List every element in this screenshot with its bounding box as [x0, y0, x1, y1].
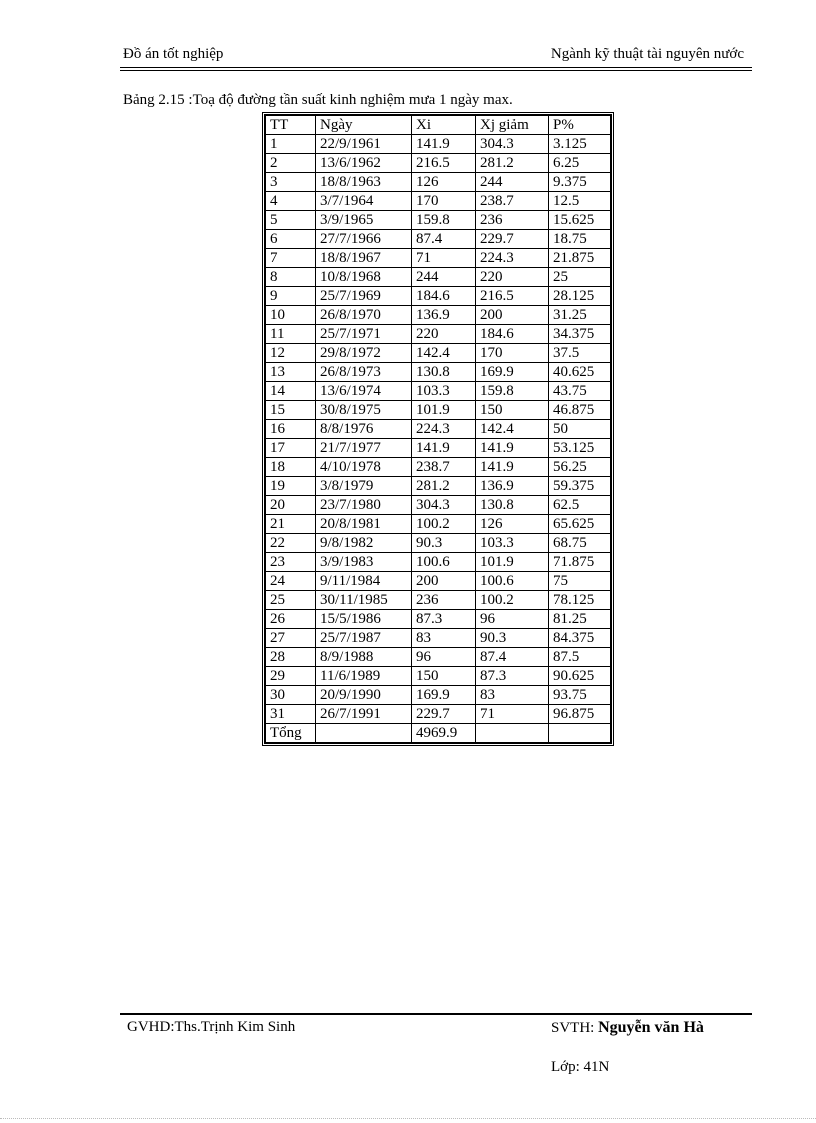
table-cell: 100.2: [412, 515, 476, 534]
table-cell: 1: [266, 135, 316, 154]
table-cell: 23/7/1980: [316, 496, 412, 515]
table-row: [266, 686, 611, 705]
table-cell: 4: [266, 192, 316, 211]
table-cell: 17: [266, 439, 316, 458]
table-cell: 126: [412, 173, 476, 192]
table-cell: 30: [266, 686, 316, 705]
table-cell: 96: [412, 648, 476, 667]
table-cell: 244: [412, 268, 476, 287]
table-cell: 184.6: [476, 325, 549, 344]
table-cell: 96.875: [549, 705, 611, 724]
table-row: [266, 325, 611, 344]
table-cell: 83: [476, 686, 549, 705]
table-cell: 62.5: [549, 496, 611, 515]
table-cell: 238.7: [412, 458, 476, 477]
table-cell: 18/8/1963: [316, 173, 412, 192]
table-cell: 11: [266, 325, 316, 344]
table-cell: 24: [266, 572, 316, 591]
table-cell: 136.9: [412, 306, 476, 325]
table-cell: 170: [412, 192, 476, 211]
table-cell: 25/7/1969: [316, 287, 412, 306]
table-row: [266, 249, 611, 268]
table-row: [266, 192, 611, 211]
table-cell: 10/8/1968: [316, 268, 412, 287]
table-cell: 87.4: [412, 230, 476, 249]
table-cell: 65.625: [549, 515, 611, 534]
table-row: [266, 667, 611, 686]
table-cell: 244: [476, 173, 549, 192]
table-cell: 103.3: [476, 534, 549, 553]
table-cell: 25/7/1987: [316, 629, 412, 648]
table-cell: 84.375: [549, 629, 611, 648]
table-cell: 34.375: [549, 325, 611, 344]
table-cell: 8: [266, 268, 316, 287]
table-row: [266, 439, 611, 458]
table-cell: 26/7/1991: [316, 705, 412, 724]
table-cell: 169.9: [476, 363, 549, 382]
table-cell: 90.3: [476, 629, 549, 648]
student-prefix: SVTH:: [551, 1020, 595, 1036]
table-row: [266, 629, 611, 648]
table-cell: 20: [266, 496, 316, 515]
table-cell: 40.625: [549, 363, 611, 382]
footer-divider: [120, 1013, 752, 1015]
column-header: P%: [549, 116, 611, 135]
column-header: TT: [266, 116, 316, 135]
table-cell: 13/6/1962: [316, 154, 412, 173]
table-cell: 3/7/1964: [316, 192, 412, 211]
table-row: [266, 591, 611, 610]
table-cell: 22: [266, 534, 316, 553]
table-cell: 200: [412, 572, 476, 591]
table-cell: 29/8/1972: [316, 344, 412, 363]
table-cell: 130.8: [412, 363, 476, 382]
data-table-frame: [262, 112, 614, 746]
table-cell: 13/6/1974: [316, 382, 412, 401]
table-cell: 220: [476, 268, 549, 287]
table-cell: 7: [266, 249, 316, 268]
table-cell: 27/7/1966: [316, 230, 412, 249]
table-cell: 101.9: [476, 553, 549, 572]
table-cell: 281.2: [412, 477, 476, 496]
page-edge-divider: [0, 1118, 816, 1119]
table-cell: 23: [266, 553, 316, 572]
table-cell: 130.8: [476, 496, 549, 515]
table-cell: 26/8/1970: [316, 306, 412, 325]
table-cell: 27: [266, 629, 316, 648]
supervisor-label: GVHD:Ths.Trịnh Kim Sinh: [127, 1019, 296, 1035]
table-cell: 12.5: [549, 192, 611, 211]
table-cell: 43.75: [549, 382, 611, 401]
table-cell: 13: [266, 363, 316, 382]
table-cell: 21/7/1977: [316, 439, 412, 458]
header-title-right: Ngành kỹ thuật tài nguyên nước: [550, 46, 744, 62]
header-title-left: Đồ án tốt nghiệp: [123, 46, 224, 62]
table-cell: 3/9/1983: [316, 553, 412, 572]
table-cell: 304.3: [476, 135, 549, 154]
table-cell: 103.3: [412, 382, 476, 401]
table-cell: 71: [476, 705, 549, 724]
table-caption: Bảng 2.15 :Toạ độ đường tần suất kinh nghiệm mưa 1 ngày max.: [123, 92, 513, 108]
table-row: [266, 420, 611, 439]
table-cell: 29: [266, 667, 316, 686]
table-row: [266, 648, 611, 667]
table-cell: 184.6: [412, 287, 476, 306]
column-header: Ngày: [316, 116, 412, 135]
table-cell: 59.375: [549, 477, 611, 496]
table-cell: 142.4: [412, 344, 476, 363]
student-name: Nguyễn văn Hà: [598, 1019, 704, 1036]
table-cell: 169.9: [412, 686, 476, 705]
table-cell: 18: [266, 458, 316, 477]
table-cell: 9.375: [549, 173, 611, 192]
table-cell: 200: [476, 306, 549, 325]
table-body: [266, 135, 611, 724]
table-cell: 25: [549, 268, 611, 287]
table-row: [266, 230, 611, 249]
table-cell: 15/5/1986: [316, 610, 412, 629]
table-row: [266, 496, 611, 515]
table-cell: 28.125: [549, 287, 611, 306]
table-row: [266, 268, 611, 287]
table-cell: 6: [266, 230, 316, 249]
table-row: [266, 515, 611, 534]
table-cell: 20/8/1981: [316, 515, 412, 534]
table-cell: 96: [476, 610, 549, 629]
table-cell: 216.5: [476, 287, 549, 306]
table-row: [266, 306, 611, 325]
table-cell: 3/8/1979: [316, 477, 412, 496]
table-cell: Tổng: [266, 724, 316, 743]
table-cell: 100.6: [412, 553, 476, 572]
table-cell: 100.6: [476, 572, 549, 591]
table-cell: 2: [266, 154, 316, 173]
table-cell: 281.2: [476, 154, 549, 173]
header-divider: [120, 67, 752, 68]
table-row: [266, 401, 611, 420]
table-cell: 87.3: [412, 610, 476, 629]
table-cell: 4/10/1978: [316, 458, 412, 477]
table-cell: 229.7: [412, 705, 476, 724]
table-cell: 141.9: [412, 439, 476, 458]
table-cell: 141.9: [412, 135, 476, 154]
table-cell: 101.9: [412, 401, 476, 420]
table-cell: 236: [476, 211, 549, 230]
table-row: [266, 211, 611, 230]
table-cell: 30/8/1975: [316, 401, 412, 420]
table-cell: 220: [412, 325, 476, 344]
table-cell: 25/7/1971: [316, 325, 412, 344]
table-cell: 150: [412, 667, 476, 686]
table-cell: 19: [266, 477, 316, 496]
table-row: [266, 363, 611, 382]
table-cell: 3/9/1965: [316, 211, 412, 230]
table-cell: 26/8/1973: [316, 363, 412, 382]
table-cell: 3.125: [549, 135, 611, 154]
table-cell: 8/9/1988: [316, 648, 412, 667]
table-row: [266, 173, 611, 192]
table-cell: 5: [266, 211, 316, 230]
table-cell: 25: [266, 591, 316, 610]
table-cell: 31: [266, 705, 316, 724]
table-cell: 136.9: [476, 477, 549, 496]
table-cell: 141.9: [476, 458, 549, 477]
table-row: [266, 344, 611, 363]
table-row: [266, 553, 611, 572]
table-row: [266, 135, 611, 154]
table-cell: 22/9/1961: [316, 135, 412, 154]
data-table: [265, 115, 611, 743]
table-cell: 71.875: [549, 553, 611, 572]
table-cell: 75: [549, 572, 611, 591]
table-row: [266, 610, 611, 629]
table-cell: 68.75: [549, 534, 611, 553]
table-cell: 159.8: [476, 382, 549, 401]
table-cell: 216.5: [412, 154, 476, 173]
table-cell: 83: [412, 629, 476, 648]
table-cell: 126: [476, 515, 549, 534]
table-row: [266, 705, 611, 724]
table-cell: 53.125: [549, 439, 611, 458]
table-total-row: [266, 724, 611, 743]
header-divider-double: [120, 70, 752, 71]
table-cell: 21: [266, 515, 316, 534]
table-cell: 16: [266, 420, 316, 439]
table-cell: 81.25: [549, 610, 611, 629]
table-cell: 141.9: [476, 439, 549, 458]
table-cell: [549, 724, 611, 743]
table-cell: 229.7: [476, 230, 549, 249]
table-cell: 20/9/1990: [316, 686, 412, 705]
table-cell: 50: [549, 420, 611, 439]
table-cell: 236: [412, 591, 476, 610]
table-cell: 71: [412, 249, 476, 268]
table-cell: 31.25: [549, 306, 611, 325]
table-cell: 304.3: [412, 496, 476, 515]
column-header: Xi: [412, 116, 476, 135]
table-header-row: [266, 116, 611, 135]
table-cell: 11/6/1989: [316, 667, 412, 686]
table-cell: 90.625: [549, 667, 611, 686]
table-cell: [476, 724, 549, 743]
class-label: Lớp: 41N: [551, 1059, 610, 1075]
table-cell: 21.875: [549, 249, 611, 268]
table-row: [266, 287, 611, 306]
table-cell: 30/11/1985: [316, 591, 412, 610]
table-cell: 9/11/1984: [316, 572, 412, 591]
table-cell: 15.625: [549, 211, 611, 230]
table-row: [266, 458, 611, 477]
table-cell: 224.3: [476, 249, 549, 268]
table-cell: 15: [266, 401, 316, 420]
table-cell: 4969.9: [412, 724, 476, 743]
table-row: [266, 382, 611, 401]
table-row: [266, 154, 611, 173]
table-cell: 10: [266, 306, 316, 325]
table-cell: 87.5: [549, 648, 611, 667]
table-row: [266, 477, 611, 496]
table-cell: 87.4: [476, 648, 549, 667]
table-cell: 37.5: [549, 344, 611, 363]
table-cell: 224.3: [412, 420, 476, 439]
table-cell: 14: [266, 382, 316, 401]
table-cell: 87.3: [476, 667, 549, 686]
table-cell: 18/8/1967: [316, 249, 412, 268]
table-cell: 238.7: [476, 192, 549, 211]
table-cell: 78.125: [549, 591, 611, 610]
table-cell: 9/8/1982: [316, 534, 412, 553]
table-cell: 18.75: [549, 230, 611, 249]
table-cell: 26: [266, 610, 316, 629]
table-cell: 56.25: [549, 458, 611, 477]
table-cell: [316, 724, 412, 743]
table-cell: 93.75: [549, 686, 611, 705]
table-cell: 6.25: [549, 154, 611, 173]
table-cell: 28: [266, 648, 316, 667]
table-cell: 3: [266, 173, 316, 192]
table-cell: 90.3: [412, 534, 476, 553]
table-cell: 8/8/1976: [316, 420, 412, 439]
table-cell: 46.875: [549, 401, 611, 420]
table-cell: 9: [266, 287, 316, 306]
column-header: Xj giảm: [476, 116, 549, 135]
table-row: [266, 572, 611, 591]
student-label: [551, 1019, 704, 1037]
table-cell: 170: [476, 344, 549, 363]
table-cell: 150: [476, 401, 549, 420]
table-row: [266, 534, 611, 553]
table-cell: 12: [266, 344, 316, 363]
table-cell: 100.2: [476, 591, 549, 610]
table-cell: 142.4: [476, 420, 549, 439]
table-cell: 159.8: [412, 211, 476, 230]
